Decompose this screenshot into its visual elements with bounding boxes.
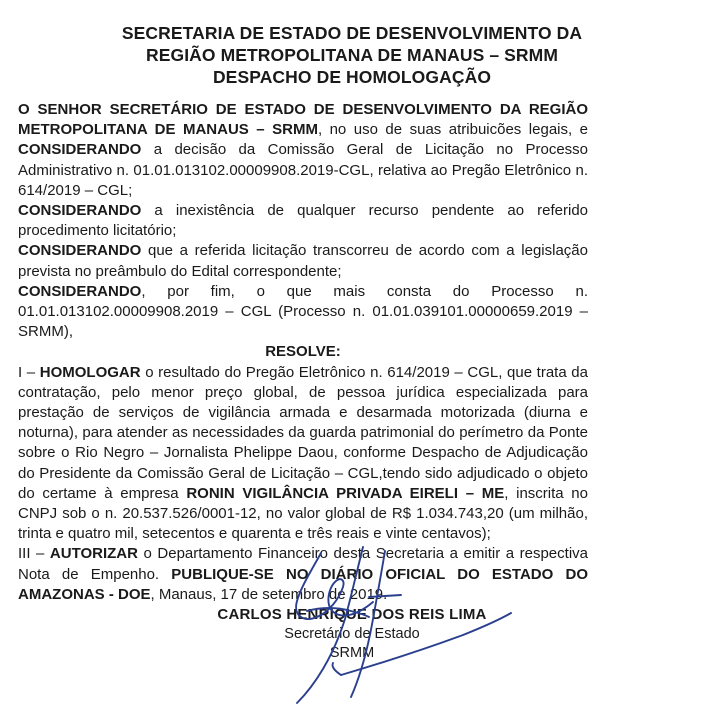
item-1-prefix: I –	[18, 363, 40, 381]
considerando-paragraph-2	[18, 241, 588, 281]
considerando-label-3: CONSIDERANDO	[18, 282, 142, 300]
item-1-text-1: o resultado do Pregão Eletrônico n. 614/2019 – CGL, que trata da contratação, pelo menor preço global, de pessoa jurídica especializada para prestação de serviços de vigilância armada e desarmada motorizada (diurna e noturna), para atender as necessidades da guarda patrimonial do perímetro da Ponte sobre o Rio Negro – Jornalista Phelippe Daou, conforme Despacho de Adjudicação do Presidente da Comissão Geral de Licitação – CGL,tendo sido adjudicado o objeto do certame à empresa	[18, 363, 588, 502]
preamble-authority: O SENHOR SECRETÁRIO DE ESTADO DE DESENVOLVIMENTO DA REGIÃO METROPOLITANA DE MANAUS – SRMM	[18, 101, 588, 139]
considerando-text-2: que a referida licitação transcorreu de acordo com a legislação prevista no preâmbulo do Edital correspondente;	[18, 242, 588, 280]
signatory-name: CARLOS HENRIQUE DOS REIS LIMA	[217, 606, 487, 623]
signatory-role: Secretário de Estado	[284, 626, 420, 642]
considerando-label-2: CONSIDERANDO	[18, 242, 142, 260]
document-header	[0, 0, 704, 88]
publication-order: PUBLIQUE-SE NO DIÁRIO OFICIAL DO ESTADO DO AMAZONAS - DOE	[18, 565, 588, 603]
signature-block	[0, 605, 704, 663]
item-3-verb: AUTORIZAR	[49, 545, 138, 563]
preamble-text-1: , no uso de suas atribuicões legais, e	[317, 121, 588, 139]
contracted-company-name: RONIN VIGILÂNCIA PRIVADA EIRELI – ME	[186, 484, 505, 502]
title-line-2: REGIÃO METROPOLITANA DE MANAUS – SRMM	[145, 45, 559, 65]
resolution-item-3	[18, 544, 588, 605]
considerando-text-3: , por fim, o que mais consta do Processo n. 01.01.013102.00009908.2019 – CGL (Processo n. 01.01.039101.00000659.2019 – SRMM),	[18, 282, 588, 341]
title-line-1: SECRETARIA DE ESTADO DE DESENVOLVIMENTO DA	[121, 23, 583, 43]
signatory-organization: SRMM	[329, 645, 375, 661]
considerando-paragraph-3	[18, 282, 588, 343]
item-1-verb: HOMOLOGAR	[39, 363, 141, 381]
considerando-label-1: CONSIDERANDO	[18, 202, 142, 220]
title-line-3: DESPACHO DE HOMOLOGAÇÃO	[212, 67, 492, 87]
preamble-considerando: CONSIDERANDO	[18, 141, 142, 159]
considerando-paragraph-1	[18, 201, 588, 241]
considerando-text-1: a inexistência de qualquer recurso pendente ao referido procedimento licitatório;	[18, 202, 588, 240]
item-3-date: , Manaus, 17 de setembro de 2019.	[150, 585, 388, 603]
item-1-text-2: , inscrita no CNPJ sob o n. 20.537.526/0001-12, no valor global de R$ 1.034.743,20 (um milhão, trinta e quatro mil, setecentos e quarenta e três reais e vinte centavos);	[18, 484, 588, 543]
item-3-text-1: o Departamento Financeiro desta Secretaria a emitir a respectiva Nota de Empenho.	[18, 545, 588, 583]
preamble-paragraph	[18, 100, 588, 201]
resolution-item-1	[18, 363, 588, 545]
item-3-prefix: III –	[18, 545, 50, 563]
preamble-text-2: a decisão da Comissão Geral de Licitação no Processo Administrativo n. 01.01.013102.00009908.2019-CGL, relativa ao Pregão Eletrônico n. 614/2019 – CGL;	[18, 141, 588, 199]
document-body	[18, 100, 588, 605]
resolve-heading: RESOLVE:	[265, 343, 341, 361]
